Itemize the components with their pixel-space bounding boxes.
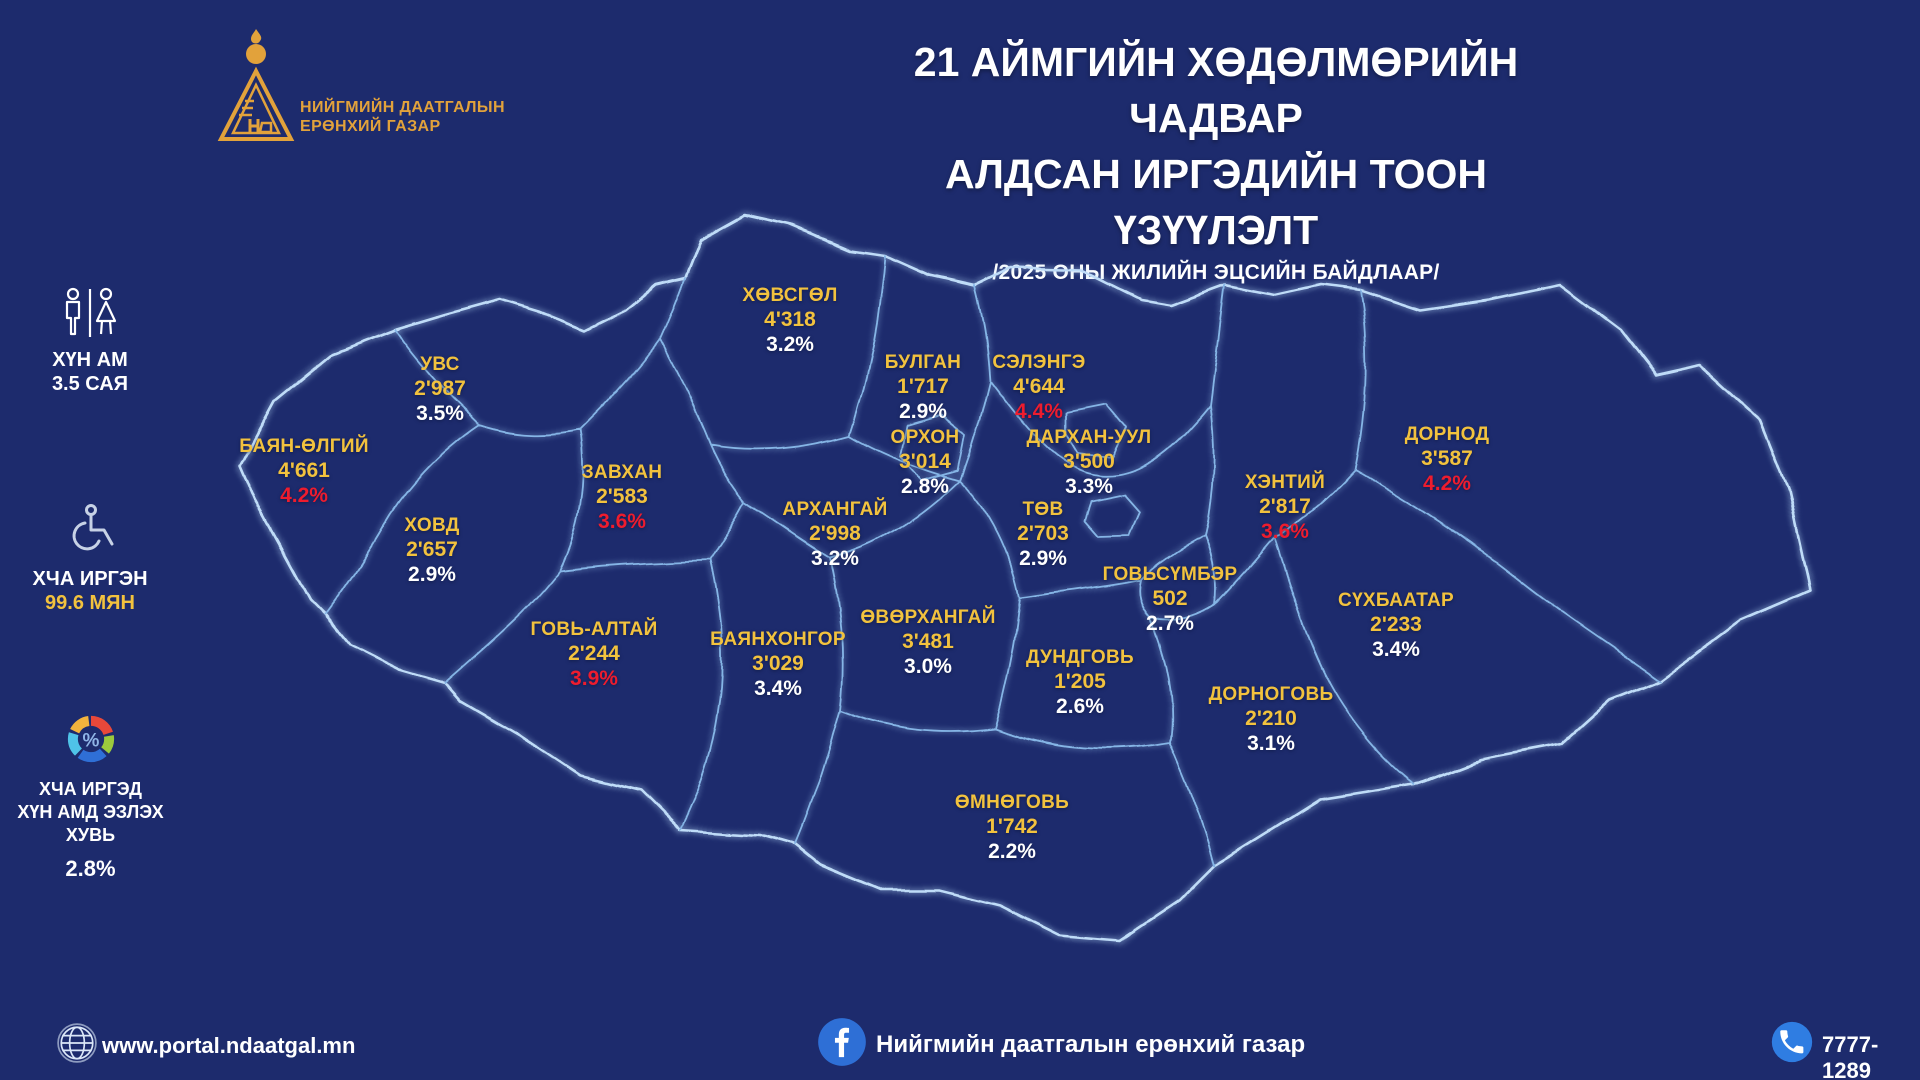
province-omnogovi bbox=[955, 793, 1069, 863]
logo-line2: ЕРӨНХИЙ ГАЗАР bbox=[300, 118, 441, 135]
province-pct: 3.0% bbox=[904, 654, 952, 678]
province-name: ОРХОН bbox=[890, 427, 960, 448]
province-count: 4'661 bbox=[278, 458, 330, 482]
province-bulgan bbox=[885, 353, 961, 423]
province-name: СҮХБААТАР bbox=[1338, 590, 1454, 611]
facebook-icon[interactable] bbox=[816, 1016, 868, 1068]
province-name: СЭЛЭНГЭ bbox=[992, 352, 1086, 373]
province-name: ӨВӨРХАНГАЙ bbox=[860, 607, 996, 628]
male-female-icon bbox=[58, 286, 122, 340]
province-name: ТӨВ bbox=[1022, 499, 1064, 520]
province-pct: 3.3% bbox=[1065, 474, 1113, 498]
province-name: БУЛГАН bbox=[884, 352, 962, 373]
province-sukhbaatar bbox=[1338, 591, 1454, 661]
province-selenge bbox=[992, 353, 1085, 423]
province-dundgovi bbox=[1026, 648, 1134, 718]
province-count: 3'587 bbox=[1421, 446, 1473, 470]
province-count: 1'717 bbox=[897, 374, 949, 398]
stat-disabled-label: ХЧА ИРГЭН bbox=[32, 568, 148, 590]
province-count: 2'210 bbox=[1245, 706, 1297, 730]
province-count: 3'014 bbox=[899, 449, 951, 473]
province-pct: 4.2% bbox=[1423, 471, 1471, 495]
province-khentii bbox=[1245, 473, 1325, 543]
sun-icon bbox=[246, 44, 266, 64]
province-name: БАЯНХОНГОР bbox=[710, 629, 846, 650]
province-count: 3'481 bbox=[902, 629, 954, 653]
province-pct: 3.5% bbox=[416, 401, 464, 425]
province-arkhangai bbox=[782, 500, 887, 570]
province-pct: 2.9% bbox=[408, 562, 456, 586]
ndaatgal-logo-emblem bbox=[215, 26, 297, 146]
province-count: 2'703 bbox=[1017, 521, 1069, 545]
province-name: ЗАВХАН bbox=[581, 462, 663, 483]
phone-number[interactable]: 7777-1289 bbox=[1822, 1032, 1879, 1080]
province-count: 2'244 bbox=[568, 641, 620, 665]
province-pct: 3.4% bbox=[1372, 637, 1420, 661]
province-count: 2'233 bbox=[1370, 612, 1422, 636]
province-pct: 3.6% bbox=[598, 509, 646, 533]
province-count: 3'500 bbox=[1063, 449, 1115, 473]
province-count: 2'817 bbox=[1259, 494, 1311, 518]
province-name: БАЯН-ӨЛГИЙ bbox=[239, 436, 369, 457]
province-govi-altai bbox=[530, 620, 657, 690]
province-name: ӨМНӨГОВЬ bbox=[954, 792, 1070, 813]
province-bayan-olgii bbox=[239, 437, 369, 507]
province-pct: 2.9% bbox=[899, 399, 947, 423]
province-count: 1'205 bbox=[1054, 669, 1106, 693]
province-count: 4'644 bbox=[1013, 374, 1065, 398]
province-count: 502 bbox=[1152, 586, 1188, 610]
province-count: 2'657 bbox=[406, 537, 458, 561]
province-name: УВС bbox=[420, 354, 460, 375]
province-pct: 3.9% bbox=[570, 666, 618, 690]
province-pct: 3.2% bbox=[766, 332, 814, 356]
province-zavkhan bbox=[582, 463, 663, 533]
facebook-page-name[interactable]: Нийгмийн даатгалын ерөнхий газар bbox=[876, 1031, 1306, 1058]
province-name: АРХАНГАЙ bbox=[782, 499, 888, 520]
province-bayankhongor bbox=[710, 630, 846, 700]
stat-population-label: ХҮН АМ bbox=[52, 349, 128, 371]
province-pct: 2.6% bbox=[1056, 694, 1104, 718]
province-khovd bbox=[404, 516, 459, 586]
province-pct: 3.1% bbox=[1247, 731, 1295, 755]
province-pct: 4.2% bbox=[280, 483, 328, 507]
province-count: 2'998 bbox=[809, 521, 861, 545]
province-pct: 2.7% bbox=[1146, 611, 1194, 635]
svg-text:%: % bbox=[82, 730, 99, 752]
province-count: 4'318 bbox=[764, 307, 816, 331]
province-orkhon bbox=[891, 428, 960, 498]
province-name: ДАРХАН-УУЛ bbox=[1026, 427, 1152, 448]
page-title-line2: АЛДСАН ИРГЭДИЙН ТООН ҮЗҮҮЛЭЛТ bbox=[944, 151, 1488, 253]
stat-share bbox=[8, 710, 173, 881]
province-name: ХӨВСГӨЛ bbox=[742, 285, 838, 306]
ndaatgal-logo-text bbox=[300, 98, 505, 136]
province-pct: 2.8% bbox=[901, 474, 949, 498]
percent-donut-icon bbox=[62, 710, 120, 768]
province-uvs bbox=[414, 355, 466, 425]
stat-share-label-line1: ХЧА ИРГЭД bbox=[39, 779, 142, 799]
province-pct: 2.2% bbox=[988, 839, 1036, 863]
province-count: 1'742 bbox=[986, 814, 1038, 838]
logo-line1: НИЙГМИЙН ДААТГАЛЫН bbox=[300, 99, 505, 116]
province-name: ХЭНТИЙ bbox=[1244, 472, 1326, 493]
province-count: 2'583 bbox=[596, 484, 648, 508]
stat-share-value: 2.8% bbox=[65, 856, 116, 881]
province-count: 3'029 bbox=[752, 651, 804, 675]
stat-population bbox=[15, 286, 165, 396]
stat-disabled bbox=[15, 503, 165, 615]
stat-population-value: 3.5 САЯ bbox=[51, 373, 129, 395]
province-khovsgol bbox=[742, 286, 837, 356]
province-tov bbox=[1017, 500, 1069, 570]
province-pct: 3.2% bbox=[811, 546, 859, 570]
stat-share-label bbox=[8, 778, 173, 847]
province-dornod bbox=[1405, 425, 1490, 495]
province-pct: 4.4% bbox=[1015, 399, 1063, 423]
province-count: 2'987 bbox=[414, 376, 466, 400]
province-name: ГОВЬСҮМБЭР bbox=[1102, 564, 1238, 585]
wheelchair-icon bbox=[61, 503, 119, 559]
province-name: ДУНДГОВЬ bbox=[1026, 647, 1134, 668]
province-darkhan-uul bbox=[1027, 428, 1152, 498]
website-link[interactable]: www.portal.ndaatgal.mn bbox=[102, 1033, 356, 1058]
province-name: ГОВЬ-АЛТАЙ bbox=[530, 619, 658, 640]
province-pct: 3.4% bbox=[754, 676, 802, 700]
province-ovorkhangai bbox=[860, 608, 995, 678]
province-name: ХОВД bbox=[404, 515, 460, 536]
flame-icon bbox=[251, 29, 261, 43]
page-title-line1: 21 АЙМГИЙН ХӨДӨЛМӨРИЙН ЧАДВАР bbox=[913, 39, 1519, 141]
province-pct: 2.9% bbox=[1019, 546, 1067, 570]
mountain-triangle bbox=[221, 71, 291, 139]
phone-icon bbox=[1770, 1020, 1814, 1064]
stat-share-label-line2: ХҮН АМД ЭЗЛЭХ bbox=[17, 802, 164, 822]
stat-share-label-line3: ХУВЬ bbox=[65, 825, 116, 845]
province-pct: 3.6% bbox=[1261, 519, 1309, 543]
province-name: ДОРНОД bbox=[1404, 424, 1490, 445]
globe-icon bbox=[56, 1022, 98, 1064]
stat-disabled-value: 99.6 МЯН bbox=[45, 592, 135, 614]
page-subtitle: /2025 ОНЫ ЖИЛИЙН ЭЦСИЙН БАЙДЛААР/ bbox=[992, 261, 1440, 284]
province-name: ДОРНОГОВЬ bbox=[1208, 684, 1334, 705]
province-govisumber bbox=[1103, 565, 1238, 635]
province-dornogovi bbox=[1209, 685, 1334, 755]
